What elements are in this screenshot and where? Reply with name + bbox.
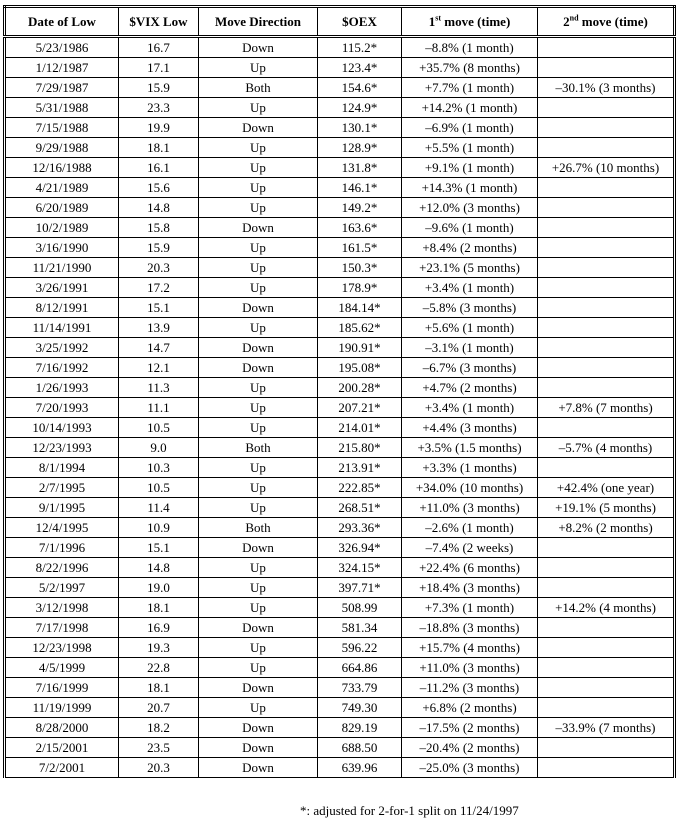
direction-cell: Up — [199, 638, 318, 658]
second-move-cell: +14.2% (4 months) — [538, 598, 675, 618]
direction-cell: Up — [199, 398, 318, 418]
header-first-move: 1st move (time) — [402, 7, 538, 37]
vix-low-cell: 19.3 — [119, 638, 199, 658]
first-move-cell: +3.4% (1 month) — [402, 398, 538, 418]
vix-low-cell: 16.7 — [119, 37, 199, 58]
date-cell: 7/16/1992 — [5, 358, 119, 378]
direction-cell: Down — [199, 538, 318, 558]
vix-low-cell: 15.1 — [119, 538, 199, 558]
table-row — [5, 638, 675, 658]
date-cell: 7/20/1993 — [5, 398, 119, 418]
oex-cell: 150.3* — [318, 258, 402, 278]
direction-cell: Up — [199, 238, 318, 258]
table-row — [5, 37, 675, 58]
second-move-cell — [538, 358, 675, 378]
header-vix-low: $VIX Low — [119, 7, 199, 37]
first-move-cell: +4.4% (3 months) — [402, 418, 538, 438]
table-row — [5, 478, 675, 498]
vix-low-cell: 12.1 — [119, 358, 199, 378]
first-move-cell: –11.2% (3 months) — [402, 678, 538, 698]
header-move-direction: Move Direction — [199, 7, 318, 37]
table-row — [5, 758, 675, 778]
vix-low-cell: 20.7 — [119, 698, 199, 718]
date-cell: 8/22/1996 — [5, 558, 119, 578]
vix-low-cell: 9.0 — [119, 438, 199, 458]
vix-low-cell: 14.8 — [119, 198, 199, 218]
vix-low-cell: 10.9 — [119, 518, 199, 538]
second-move-cell — [538, 558, 675, 578]
oex-cell: 178.9* — [318, 278, 402, 298]
direction-cell: Up — [199, 578, 318, 598]
vix-low-cell: 17.1 — [119, 58, 199, 78]
vix-low-cell: 16.9 — [119, 618, 199, 638]
first-move-cell: +3.3% (1 months) — [402, 458, 538, 478]
second-move-cell — [538, 37, 675, 58]
first-move-cell: +3.4% (1 month) — [402, 278, 538, 298]
date-cell: 12/16/1988 — [5, 158, 119, 178]
date-cell: 3/25/1992 — [5, 338, 119, 358]
second-move-cell — [538, 178, 675, 198]
second-move-cell: +26.7% (10 months) — [538, 158, 675, 178]
direction-cell: Up — [199, 98, 318, 118]
table-row — [5, 158, 675, 178]
first-move-cell: +8.4% (2 months) — [402, 238, 538, 258]
header-date-of-low: Date of Low — [5, 7, 119, 37]
second-move-cell — [538, 278, 675, 298]
oex-cell: 293.36* — [318, 518, 402, 538]
table-row — [5, 698, 675, 718]
vix-low-cell: 11.3 — [119, 378, 199, 398]
header-oex: $OEX — [318, 7, 402, 37]
first-move-cell: +15.7% (4 months) — [402, 638, 538, 658]
oex-cell: 128.9* — [318, 138, 402, 158]
first-move-cell: +11.0% (3 months) — [402, 658, 538, 678]
table-row — [5, 218, 675, 238]
second-move-cell — [538, 618, 675, 638]
oex-cell: 130.1* — [318, 118, 402, 138]
vix-low-cell: 18.1 — [119, 678, 199, 698]
second-move-cell — [538, 678, 675, 698]
vix-low-cell: 20.3 — [119, 258, 199, 278]
second-move-cell — [538, 198, 675, 218]
direction-cell: Up — [199, 278, 318, 298]
oex-cell: 123.4* — [318, 58, 402, 78]
vix-low-cell: 15.1 — [119, 298, 199, 318]
second-move-cell — [538, 418, 675, 438]
table-row — [5, 538, 675, 558]
oex-cell: 115.2* — [318, 37, 402, 58]
date-cell: 2/15/2001 — [5, 738, 119, 758]
vix-low-cell: 18.1 — [119, 138, 199, 158]
direction-cell: Down — [199, 298, 318, 318]
table-row — [5, 398, 675, 418]
date-cell: 5/31/1988 — [5, 98, 119, 118]
table-row — [5, 678, 675, 698]
direction-cell: Up — [199, 558, 318, 578]
direction-cell: Up — [199, 58, 318, 78]
table-row — [5, 378, 675, 398]
direction-cell: Up — [199, 258, 318, 278]
first-move-cell: +35.7% (8 months) — [402, 58, 538, 78]
first-move-cell: +5.5% (1 month) — [402, 138, 538, 158]
first-move-cell: +12.0% (3 months) — [402, 198, 538, 218]
first-move-cell: –3.1% (1 month) — [402, 338, 538, 358]
direction-cell: Down — [199, 738, 318, 758]
oex-cell: 163.6* — [318, 218, 402, 238]
direction-cell: Up — [199, 318, 318, 338]
date-cell: 3/12/1998 — [5, 598, 119, 618]
direction-cell: Up — [199, 458, 318, 478]
first-move-cell: +9.1% (1 month) — [402, 158, 538, 178]
table-row — [5, 658, 675, 678]
date-cell: 12/23/1993 — [5, 438, 119, 458]
second-move-cell: +19.1% (5 months) — [538, 498, 675, 518]
second-move-cell — [538, 238, 675, 258]
oex-cell: 326.94* — [318, 538, 402, 558]
vix-low-cell: 19.0 — [119, 578, 199, 598]
second-move-cell: +8.2% (2 months) — [538, 518, 675, 538]
oex-cell: 149.2* — [318, 198, 402, 218]
oex-cell: 688.50 — [318, 738, 402, 758]
vix-low-cell: 11.1 — [119, 398, 199, 418]
second-move-cell: –30.1% (3 months) — [538, 78, 675, 98]
date-cell: 4/5/1999 — [5, 658, 119, 678]
table-row — [5, 458, 675, 478]
date-cell: 7/2/2001 — [5, 758, 119, 778]
second-move-cell — [538, 258, 675, 278]
table-row — [5, 118, 675, 138]
vix-low-cell: 14.8 — [119, 558, 199, 578]
date-cell: 1/12/1987 — [5, 58, 119, 78]
second-move-cell: +7.8% (7 months) — [538, 398, 675, 418]
date-cell: 7/15/1988 — [5, 118, 119, 138]
table-row — [5, 278, 675, 298]
vix-low-cell: 22.8 — [119, 658, 199, 678]
table-row — [5, 98, 675, 118]
date-cell: 7/1/1996 — [5, 538, 119, 558]
date-cell: 9/29/1988 — [5, 138, 119, 158]
second-move-cell — [538, 538, 675, 558]
table-row — [5, 238, 675, 258]
table-body — [5, 37, 675, 778]
second-move-cell — [538, 738, 675, 758]
first-move-cell: –5.8% (3 months) — [402, 298, 538, 318]
table-row — [5, 418, 675, 438]
second-move-cell — [538, 338, 675, 358]
direction-cell: Down — [199, 618, 318, 638]
footnote: *: adjusted for 2-for-1 split on 11/24/1997 — [300, 803, 519, 818]
table-row — [5, 718, 675, 738]
date-cell: 11/14/1991 — [5, 318, 119, 338]
oex-cell: 146.1* — [318, 178, 402, 198]
second-move-cell — [538, 638, 675, 658]
oex-cell: 324.15* — [318, 558, 402, 578]
direction-cell: Both — [199, 438, 318, 458]
oex-cell: 195.08* — [318, 358, 402, 378]
oex-cell: 829.19 — [318, 718, 402, 738]
first-move-cell: –18.8% (3 months) — [402, 618, 538, 638]
table-row — [5, 738, 675, 758]
first-move-cell: –2.6% (1 month) — [402, 518, 538, 538]
direction-cell: Down — [199, 678, 318, 698]
direction-cell: Down — [199, 758, 318, 778]
first-move-cell: –8.8% (1 month) — [402, 37, 538, 58]
oex-cell: 664.86 — [318, 658, 402, 678]
table-row — [5, 498, 675, 518]
date-cell: 3/16/1990 — [5, 238, 119, 258]
first-move-cell: +14.2% (1 month) — [402, 98, 538, 118]
table-row — [5, 178, 675, 198]
first-move-cell: –6.7% (3 months) — [402, 358, 538, 378]
oex-cell: 207.21* — [318, 398, 402, 418]
oex-cell: 733.79 — [318, 678, 402, 698]
vix-low-cell: 10.3 — [119, 458, 199, 478]
date-cell: 3/26/1991 — [5, 278, 119, 298]
direction-cell: Down — [199, 358, 318, 378]
oex-cell: 749.30 — [318, 698, 402, 718]
first-move-cell: +18.4% (3 months) — [402, 578, 538, 598]
date-cell: 8/12/1991 — [5, 298, 119, 318]
date-cell: 11/21/1990 — [5, 258, 119, 278]
date-cell: 4/21/1989 — [5, 178, 119, 198]
table-row — [5, 598, 675, 618]
first-move-cell: +7.7% (1 month) — [402, 78, 538, 98]
table-row — [5, 438, 675, 458]
direction-cell: Both — [199, 78, 318, 98]
table-row — [5, 338, 675, 358]
vix-low-cell: 17.2 — [119, 278, 199, 298]
second-move-cell — [538, 698, 675, 718]
first-move-cell: +11.0% (3 months) — [402, 498, 538, 518]
second-move-cell — [538, 298, 675, 318]
table-row — [5, 358, 675, 378]
first-move-cell: +34.0% (10 months) — [402, 478, 538, 498]
oex-cell: 161.5* — [318, 238, 402, 258]
date-cell: 6/20/1989 — [5, 198, 119, 218]
vix-low-cell: 18.1 — [119, 598, 199, 618]
direction-cell: Down — [199, 718, 318, 738]
vix-low-cell: 15.8 — [119, 218, 199, 238]
vix-lows-table — [3, 5, 676, 778]
table-row — [5, 578, 675, 598]
oex-cell: 185.62* — [318, 318, 402, 338]
second-move-cell — [538, 138, 675, 158]
vix-low-cell: 20.3 — [119, 758, 199, 778]
oex-cell: 190.91* — [318, 338, 402, 358]
date-cell: 1/26/1993 — [5, 378, 119, 398]
first-move-cell: +23.1% (5 months) — [402, 258, 538, 278]
oex-cell: 397.71* — [318, 578, 402, 598]
direction-cell: Up — [199, 418, 318, 438]
date-cell: 7/16/1999 — [5, 678, 119, 698]
second-move-cell — [538, 218, 675, 238]
table-row — [5, 298, 675, 318]
vix-low-cell: 13.9 — [119, 318, 199, 338]
first-move-cell: –7.4% (2 weeks) — [402, 538, 538, 558]
oex-cell: 508.99 — [318, 598, 402, 618]
second-move-cell: –33.9% (7 months) — [538, 718, 675, 738]
first-move-cell: –9.6% (1 month) — [402, 218, 538, 238]
direction-cell: Up — [199, 158, 318, 178]
direction-cell: Up — [199, 138, 318, 158]
oex-cell: 215.80* — [318, 438, 402, 458]
date-cell: 10/14/1993 — [5, 418, 119, 438]
first-move-cell: –20.4% (2 months) — [402, 738, 538, 758]
date-cell: 2/7/1995 — [5, 478, 119, 498]
date-cell: 12/23/1998 — [5, 638, 119, 658]
oex-cell: 131.8* — [318, 158, 402, 178]
direction-cell: Up — [199, 478, 318, 498]
direction-cell: Both — [199, 518, 318, 538]
header-second-move: 2nd move (time) — [538, 7, 675, 37]
date-cell: 10/2/1989 — [5, 218, 119, 238]
first-move-cell: +7.3% (1 month) — [402, 598, 538, 618]
oex-cell: 268.51* — [318, 498, 402, 518]
direction-cell: Down — [199, 118, 318, 138]
date-cell: 7/17/1998 — [5, 618, 119, 638]
oex-cell: 581.34 — [318, 618, 402, 638]
oex-cell: 184.14* — [318, 298, 402, 318]
first-move-cell: +4.7% (2 months) — [402, 378, 538, 398]
oex-cell: 154.6* — [318, 78, 402, 98]
date-cell: 5/2/1997 — [5, 578, 119, 598]
second-move-cell: +42.4% (one year) — [538, 478, 675, 498]
table-row — [5, 138, 675, 158]
vix-low-cell: 10.5 — [119, 478, 199, 498]
oex-cell: 124.9* — [318, 98, 402, 118]
first-move-cell: +14.3% (1 month) — [402, 178, 538, 198]
vix-low-cell: 23.5 — [119, 738, 199, 758]
first-move-cell: –17.5% (2 months) — [402, 718, 538, 738]
table-row — [5, 78, 675, 98]
vix-low-cell: 11.4 — [119, 498, 199, 518]
header-row — [5, 7, 675, 37]
second-move-cell — [538, 318, 675, 338]
first-move-cell: +6.8% (2 months) — [402, 698, 538, 718]
oex-cell: 214.01* — [318, 418, 402, 438]
second-move-cell — [538, 458, 675, 478]
vix-low-cell: 18.2 — [119, 718, 199, 738]
second-move-cell — [538, 98, 675, 118]
direction-cell: Down — [199, 338, 318, 358]
direction-cell: Up — [199, 498, 318, 518]
table-row — [5, 318, 675, 338]
second-move-cell — [538, 658, 675, 678]
vix-low-cell: 16.1 — [119, 158, 199, 178]
vix-low-cell: 10.5 — [119, 418, 199, 438]
direction-cell: Up — [199, 198, 318, 218]
second-move-cell — [538, 118, 675, 138]
vix-low-cell: 23.3 — [119, 98, 199, 118]
table-row — [5, 518, 675, 538]
first-move-cell: +3.5% (1.5 months) — [402, 438, 538, 458]
vix-low-cell: 19.9 — [119, 118, 199, 138]
second-move-cell — [538, 58, 675, 78]
table-row — [5, 558, 675, 578]
oex-cell: 200.28* — [318, 378, 402, 398]
first-move-cell: –25.0% (3 months) — [402, 758, 538, 778]
date-cell: 8/28/2000 — [5, 718, 119, 738]
table-row — [5, 618, 675, 638]
date-cell: 12/4/1995 — [5, 518, 119, 538]
table-row — [5, 58, 675, 78]
vix-low-cell: 15.6 — [119, 178, 199, 198]
date-cell: 8/1/1994 — [5, 458, 119, 478]
direction-cell: Up — [199, 378, 318, 398]
vix-low-cell: 14.7 — [119, 338, 199, 358]
date-cell: 11/19/1999 — [5, 698, 119, 718]
second-move-cell — [538, 758, 675, 778]
direction-cell: Down — [199, 218, 318, 238]
direction-cell: Up — [199, 698, 318, 718]
direction-cell: Down — [199, 37, 318, 58]
vix-low-cell: 15.9 — [119, 78, 199, 98]
date-cell: 7/29/1987 — [5, 78, 119, 98]
table-row — [5, 258, 675, 278]
date-cell: 5/23/1986 — [5, 37, 119, 58]
direction-cell: Up — [199, 598, 318, 618]
oex-cell: 222.85* — [318, 478, 402, 498]
oex-cell: 639.96 — [318, 758, 402, 778]
first-move-cell: +5.6% (1 month) — [402, 318, 538, 338]
second-move-cell: –5.7% (4 months) — [538, 438, 675, 458]
oex-cell: 213.91* — [318, 458, 402, 478]
date-cell: 9/1/1995 — [5, 498, 119, 518]
vix-low-cell: 15.9 — [119, 238, 199, 258]
oex-cell: 596.22 — [318, 638, 402, 658]
second-move-cell — [538, 578, 675, 598]
table-row — [5, 198, 675, 218]
first-move-cell: +22.4% (6 months) — [402, 558, 538, 578]
direction-cell: Up — [199, 658, 318, 678]
direction-cell: Up — [199, 178, 318, 198]
first-move-cell: –6.9% (1 month) — [402, 118, 538, 138]
second-move-cell — [538, 378, 675, 398]
